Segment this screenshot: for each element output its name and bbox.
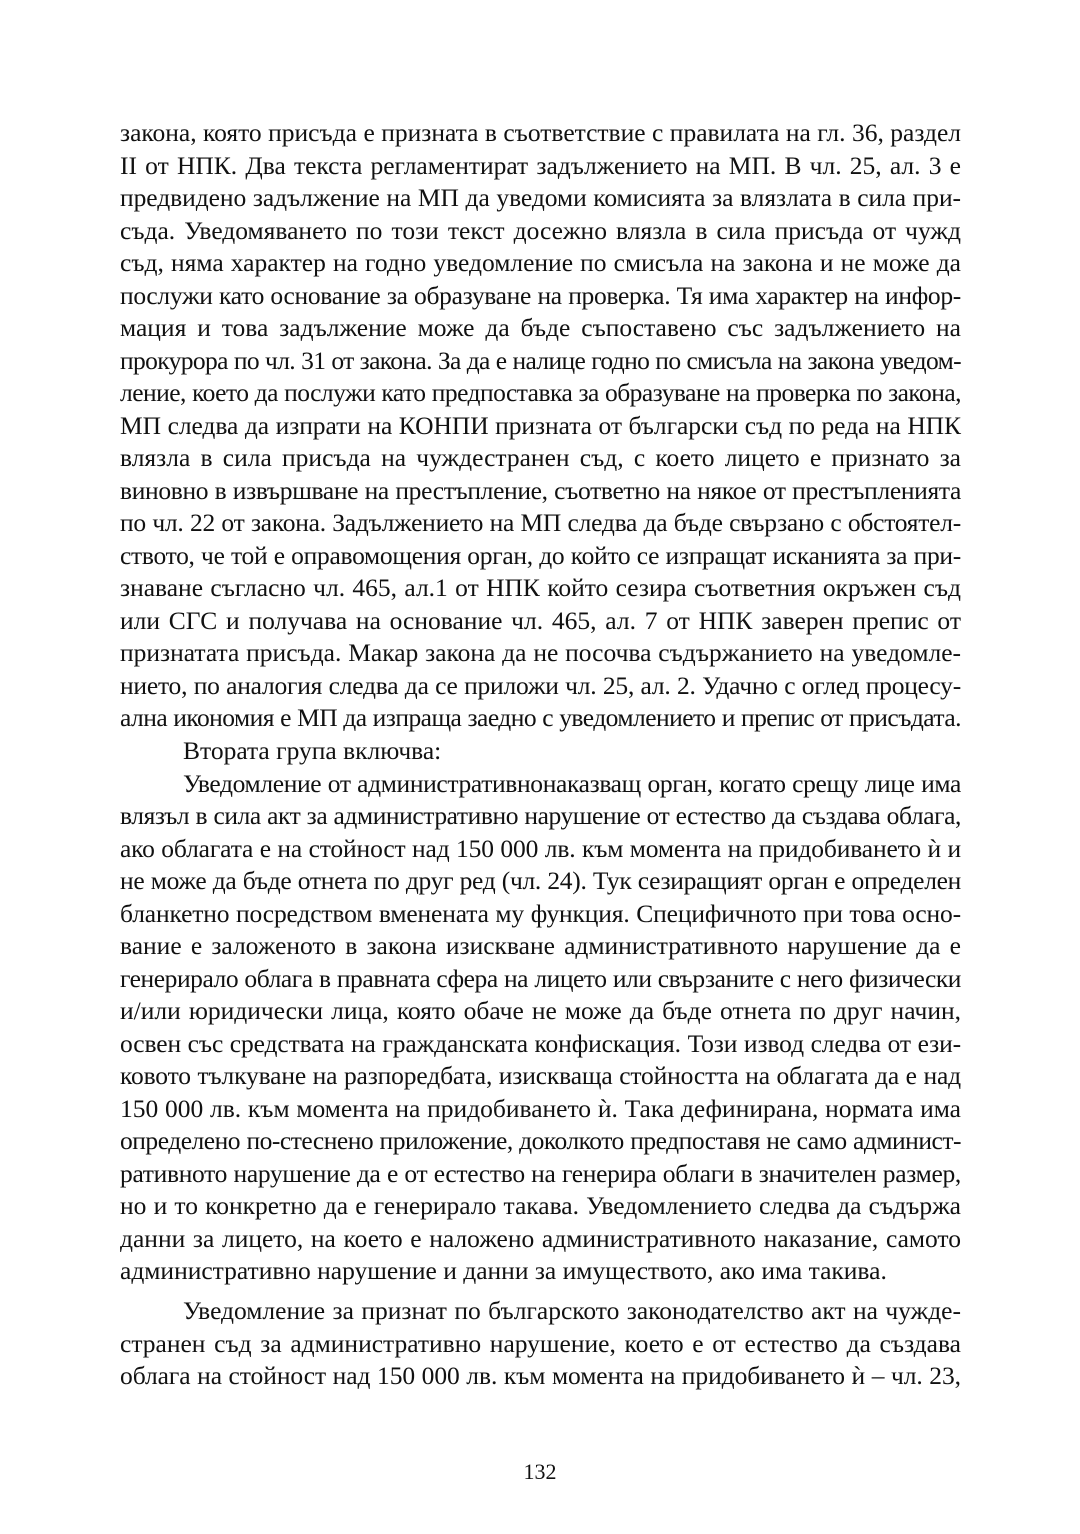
- text-line: нието, по аналогия следва да се приложи чл. 25, ал. 2. Удачно с оглед процесу-: [120, 670, 961, 700]
- text-line: влязла в сила присъда на чуждестранен съд, с което лицето е признато за: [120, 443, 961, 472]
- text-line: мация и това задължение може да бъде съпоставено със задължението на: [120, 313, 961, 342]
- text-line: облага на стойност над 150 000 лв. към момента на придобиването ѝ – чл. 23,: [120, 1361, 961, 1390]
- text-line: по чл. 22 от закона. Задължението на МП следва да бъде свързано с обстоятел-: [120, 508, 961, 537]
- text-line: или СГС и получава на основание чл. 465, ал. 7 от НПК заверен препис от: [120, 605, 961, 635]
- text-line: ако облагата е на стойност над 150 000 лв. към момента на придобиването ѝ и: [120, 833, 961, 863]
- text-line: признатата присъда. Макар закона да не посочва съдържанието на уведомле-: [120, 638, 961, 667]
- text-line: МП следва да изпрати на КОНПИ призната от български съд по реда на НПК: [120, 410, 961, 440]
- text-line: 150 000 лв. към момента на придобиването ѝ. Така дефинирана, нормата има: [120, 1093, 961, 1123]
- text-line: прокурора по чл. 31 от закона. За да е налице годно по смисъла на закона уведом-: [120, 345, 961, 375]
- text-line: предвидено задължение на МП да уведоми комисията за влязлата в сила при-: [120, 183, 961, 212]
- text-line: Уведомление за признат по българското законодателство акт на чужде-: [183, 1296, 961, 1325]
- text-line: ална икономия е МП да изпраща заедно с уведомлението и препис от присъдата.: [120, 703, 961, 732]
- paragraph-2: [120, 735, 961, 1288]
- text-line: виновно в извършване на престъпление, съответно на някое от престъпленията: [120, 475, 961, 505]
- text-line: закона, която присъда е призната в съответствие с правилата на гл. 36, раздел: [120, 118, 961, 147]
- text-line: съда. Уведомяването по този текст досежно влязла в сила присъда от чужд: [120, 215, 961, 245]
- text-line: бланкетно посредством вменената му функция. Специфичното при това осно-: [120, 898, 961, 928]
- text-line: ството, че той е оправомощения орган, до който се изпращат исканията за при-: [120, 540, 961, 570]
- text-line: съд, няма характер на годно уведомление по смисъла на закона и не може да: [120, 248, 961, 277]
- text-line: но и то конкретно да е генерирало такава. Уведомлението следва да съдържа: [120, 1191, 961, 1220]
- text-line: освен със средствата на гражданската конфискация. Този извод следва от ези-: [120, 1028, 961, 1058]
- text-line: данни за лицето, на което е наложено административното наказание, самото: [120, 1223, 961, 1253]
- paragraph-3: [120, 1295, 961, 1393]
- text-line: послужи като основание за образуване на проверка. Тя има характер на инфор-: [120, 280, 961, 310]
- text-line: Уведомление от административнонаказващ орган, когато срещу лице има: [183, 768, 961, 798]
- text-line: II от НПК. Два текста регламентират задължението на МП. В чл. 25, ал. 3 е: [120, 150, 961, 180]
- text-line: знаване съгласно чл. 465, ал.1 от НПК който сезира съответния окръжен съд: [120, 573, 961, 602]
- text-line: не може да бъде отнета по друг ред (чл. 24). Тук сезиращият орган е определен: [120, 866, 961, 895]
- paragraph-1: [120, 117, 961, 735]
- text-line: ративното нарушение да е от естество на генерира облаги в значителен размер,: [120, 1158, 961, 1188]
- text-line: вание е заложеното в закона изискване административното нарушение да е: [120, 931, 961, 960]
- text-line: определено по-стеснено приложение, доколкото предпоставя не само админист-: [120, 1126, 961, 1155]
- text-line: административно нарушение и данни за имуществото, ако има такива.: [120, 1256, 887, 1285]
- text-line: странен съд за административно нарушение, което е от естество да създава: [120, 1328, 961, 1358]
- section-heading: Втората група включва:: [183, 736, 442, 765]
- text-line: ление, което да послужи като предпоставка за образуване на проверка по закона,: [120, 378, 961, 407]
- text-line: ковото тълкуване на разпоредбата, изискваща стойността на облагата да е над: [120, 1061, 961, 1090]
- text-line: и/или юридически лица, която обаче не може да бъде отнета по друг начин,: [120, 996, 961, 1025]
- text-line: генерирало облага в правната сфера на лицето или свързаните с него физически: [120, 963, 961, 993]
- text-line: влязъл в сила акт за административно нарушение от естество да създава облага,: [120, 801, 961, 830]
- page-number: 132: [523, 1459, 557, 1484]
